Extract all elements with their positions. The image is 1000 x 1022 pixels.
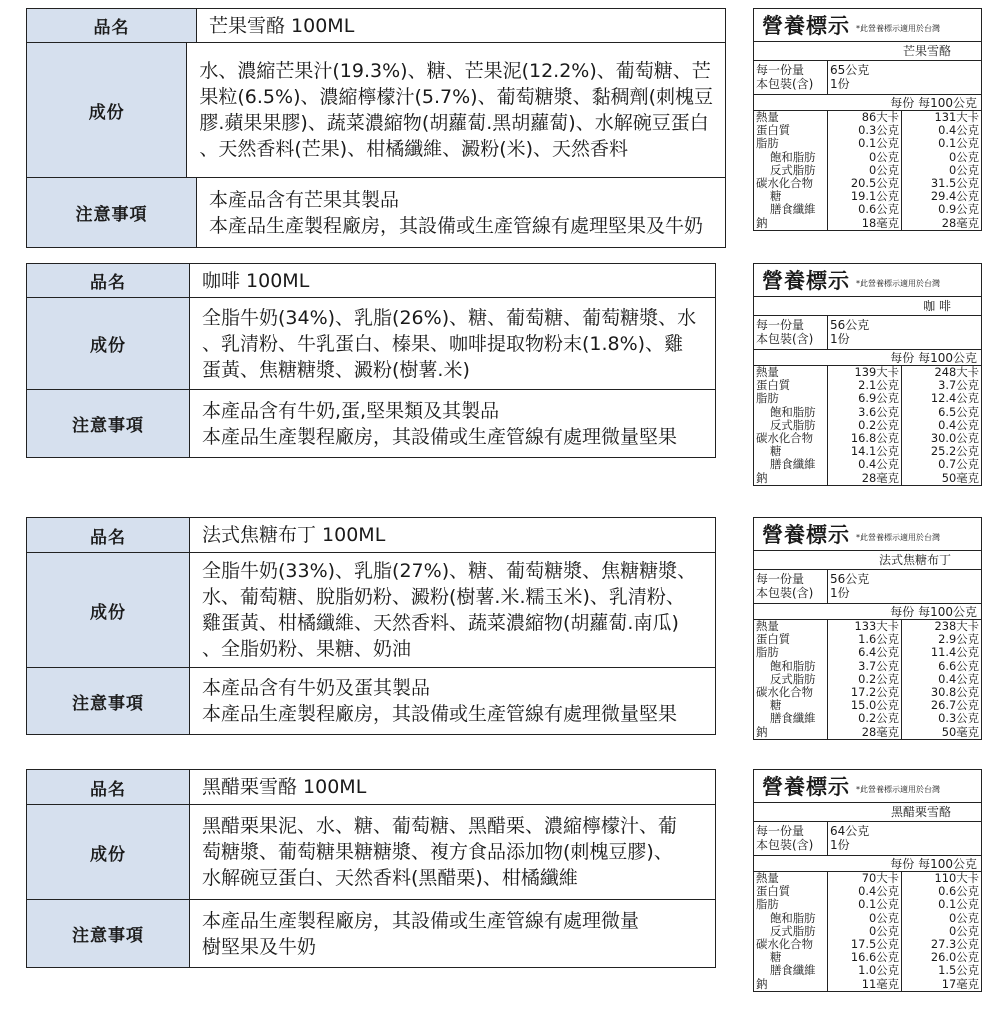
nutrient-name: 糖: [770, 444, 782, 459]
nutrient-per-serving: 70大卡: [861, 871, 899, 885]
servings-value: 1份: [830, 838, 850, 852]
nutrient-name: 飽和脂肪: [770, 658, 816, 673]
nutrition-label: [753, 263, 982, 486]
nutrient-per-serving: 0.6公克: [858, 202, 899, 217]
nutrient-per-100g: 248大卡: [934, 365, 979, 379]
notes-row: [27, 389, 715, 457]
nutrition-column-header: 每份 每100公克: [754, 95, 981, 111]
nutrient-per-100g: 0.4公克: [938, 417, 979, 432]
nutrient-per-100g: 6.5公克: [938, 404, 979, 419]
nutrition-title: 營養標示: [762, 775, 850, 799]
nutrient-per-serving: 133大卡: [854, 619, 899, 633]
nutrition-note: *此營養標示適用於台灣: [856, 278, 940, 288]
nutrient-name: 膳食纖維: [770, 963, 816, 978]
nutrient-per-100g: 0.7公克: [938, 457, 979, 472]
notes-line: 本產品含有芒果其製品: [209, 188, 400, 211]
nutrient-per-100g: 27.3公克: [930, 937, 979, 952]
nutrient-name: 碳水化合物: [756, 431, 813, 446]
nutrient-per-serving: 11毫克: [861, 976, 899, 991]
nutrient-per-100g: 29.4公克: [930, 189, 979, 204]
ingredients-text: [190, 805, 715, 899]
nutrient-per-100g: 3.7公克: [938, 378, 979, 393]
nutrient-per-serving: 0公克: [868, 149, 899, 164]
nutrient-per-serving: 15.0公克: [850, 698, 899, 713]
nutrient-per-100g: 28毫克: [941, 215, 979, 230]
nutrient-per-serving: 0.1公克: [858, 136, 899, 151]
serving-size-label: 每一份量: [756, 318, 805, 332]
nutrient-per-serving: 17.5公克: [850, 937, 899, 952]
product-name: 芒果雪酪 100ML: [209, 14, 355, 37]
serving-labels: [754, 316, 828, 349]
nutrient-per-100g: 0公克: [948, 910, 979, 925]
nutrition-note: *此營養標示適用於台灣: [856, 532, 940, 542]
nutrient-per-serving: 16.8公克: [850, 431, 899, 446]
nutrient-per-serving: 3.7公克: [858, 658, 899, 673]
nutrition-table: [754, 366, 981, 485]
product-name-row: [27, 770, 715, 804]
per-serving-values: [828, 872, 902, 991]
nutrient-per-serving: 28毫克: [861, 724, 899, 739]
nutrition-product-name: 黑醋栗雪酪: [754, 803, 981, 822]
ingredients-line: 膠.蘋果果膠)、蔬菜濃縮物(胡蘿蔔.黑胡蘿蔔)、水解碗豆蛋白: [199, 112, 709, 134]
nutrient-name: 蛋白質: [756, 378, 791, 393]
nutrient-per-serving: 1.6公克: [858, 632, 899, 647]
name-label: 品名: [27, 9, 197, 42]
notes-row: [27, 177, 725, 247]
per-100g-values: [902, 872, 981, 991]
serving-size-value: 56公克: [830, 318, 870, 332]
nutrient-per-serving: 1.0公克: [858, 963, 899, 978]
nutrient-per-100g: 11.4公克: [930, 645, 979, 660]
nutrient-per-100g: 0.4公克: [938, 671, 979, 686]
ingredients-line: 水、濃縮芒果汁(19.3%)、糖、芒果泥(12.2%)、葡萄糖、芒: [199, 60, 711, 82]
ingredients-line: 、全脂奶粉、果糖、奶油: [202, 638, 412, 660]
ingredients-line: 果粒(6.5%)、濃縮檸檬汁(5.7%)、葡萄糖漿、黏稠劑(刺槐豆: [199, 86, 713, 108]
notes-label: 注意事項: [27, 668, 190, 734]
ingredients-line: 全脂牛奶(33%)、乳脂(27%)、糖、葡萄糖漿、焦糖糖漿、: [202, 560, 697, 582]
ingredients-text: [187, 43, 725, 177]
nutrition-table: [754, 872, 981, 991]
nutrition-column-header: 每份 每100公克: [754, 350, 981, 366]
per-serving-values: [828, 366, 902, 485]
product-name-row: [27, 518, 715, 552]
ingredients-row: [27, 552, 715, 667]
nutrient-per-serving: 6.9公克: [858, 391, 899, 406]
nutrient-name: 反式脂肪: [770, 923, 816, 938]
notes-label: 注意事項: [27, 178, 197, 247]
product-name: 咖啡 100ML: [202, 269, 310, 292]
nutrition-table: [754, 620, 981, 739]
package-label: 本包裝(含): [756, 332, 814, 346]
nutrient-name: 飽和脂肪: [770, 149, 816, 164]
nutrition-header: [754, 518, 981, 551]
serving-info: [754, 316, 981, 350]
package-label: 本包裝(含): [756, 838, 814, 852]
nutrient-per-100g: 0.1公克: [938, 897, 979, 912]
nutrient-per-serving: 139大卡: [854, 365, 899, 379]
notes-row: [27, 667, 715, 734]
nutrient-name: 鈉: [756, 976, 768, 991]
serving-size-label: 每一份量: [756, 824, 805, 838]
ingredients-label: 成份: [27, 43, 187, 177]
serving-labels: [754, 570, 828, 603]
nutrition-note: *此營養標示適用於台灣: [856, 23, 940, 33]
nutrition-product-name: 芒果雪酪: [754, 42, 981, 61]
nutrient-per-100g: 30.0公克: [930, 431, 979, 446]
nutrient-name: 碳水化合物: [756, 176, 813, 191]
nutrient-per-serving: 19.1公克: [850, 189, 899, 204]
notes-row: [27, 899, 715, 967]
nutrient-per-serving: 0公克: [868, 923, 899, 938]
nutrient-name: 蛋白質: [756, 632, 791, 647]
serving-values: [828, 316, 869, 349]
package-label: 本包裝(含): [756, 77, 814, 91]
notes-line: 本產品含有牛奶及蛋其製品: [202, 677, 431, 699]
nutrient-per-100g: 0公克: [948, 162, 979, 177]
nutrient-per-serving: 6.4公克: [858, 645, 899, 660]
product-name: 黑醋栗雪酪 100ML: [202, 776, 367, 798]
serving-values: [828, 570, 869, 603]
nutrient-per-100g: 0.4公克: [938, 123, 979, 138]
nutrient-name: 脂肪: [756, 136, 779, 151]
nutrient-name: 反式脂肪: [770, 671, 816, 686]
ingredients-line: 黑醋栗果泥、水、糖、葡萄糖、黑醋栗、濃縮檸檬汁、葡: [202, 815, 678, 837]
nutrient-per-serving: 0.2公克: [858, 711, 899, 726]
nutrient-name: 反式脂肪: [770, 417, 816, 432]
nutrient-per-serving: 0公克: [868, 910, 899, 925]
servings-value: 1份: [830, 77, 850, 91]
serving-info: [754, 822, 981, 856]
nutrient-per-100g: 0公克: [948, 923, 979, 938]
nutrient-per-100g: 131大卡: [934, 110, 979, 124]
nutrition-table: [754, 111, 981, 230]
serving-info: [754, 570, 981, 604]
nutrition-title: 營養標示: [762, 523, 850, 547]
nutrient-per-100g: 50毫克: [941, 724, 979, 739]
ingredients-row: [27, 297, 715, 389]
serving-size-value: 56公克: [830, 572, 870, 586]
per-100g-values: [902, 620, 981, 739]
nutrient-name: 反式脂肪: [770, 162, 816, 177]
nutrient-name: 鈉: [756, 724, 768, 739]
nutrient-name: 膳食纖維: [770, 457, 816, 472]
nutrient-name: 熱量: [756, 110, 779, 124]
nutrient-name: 碳水化合物: [756, 937, 813, 952]
per-100g-values: [902, 111, 981, 230]
nutrient-names: [754, 872, 828, 991]
serving-labels: [754, 61, 828, 94]
nutrient-per-serving: 0.4公克: [858, 457, 899, 472]
nutrient-per-serving: 0.3公克: [858, 123, 899, 138]
nutrient-name: 熱量: [756, 871, 779, 885]
nutrient-per-serving: 20.5公克: [850, 176, 899, 191]
product-name-row: [27, 9, 725, 42]
nutrient-per-100g: 12.4公克: [930, 391, 979, 406]
ingredients-line: 水解碗豆蛋白、天然香料(黑醋栗)、柑橘纖維: [202, 867, 578, 889]
package-label: 本包裝(含): [756, 586, 814, 600]
nutrient-name: 碳水化合物: [756, 685, 813, 700]
notes-text: [190, 900, 715, 967]
nutrition-note: *此營養標示適用於台灣: [856, 784, 940, 794]
name-label: 品名: [27, 264, 190, 297]
nutrient-name: 鈉: [756, 215, 768, 230]
nutrition-title: 營養標示: [762, 269, 850, 293]
ingredients-row: [27, 42, 725, 177]
serving-size-value: 64公克: [830, 824, 870, 838]
notes-text: [190, 390, 715, 457]
ingredients-line: 萄糖漿、葡萄糖果糖糖漿、複方食品添加物(刺槐豆膠)、: [202, 841, 673, 863]
nutrient-per-serving: 28毫克: [861, 470, 899, 485]
ingredients-line: 全脂牛奶(34%)、乳脂(26%)、糖、葡萄糖、葡萄糖漿、水: [202, 306, 697, 329]
nutrition-header: [754, 264, 981, 297]
nutrient-per-100g: 30.8公克: [930, 685, 979, 700]
nutrition-label: [753, 517, 982, 740]
ingredients-text: [190, 298, 715, 389]
serving-size-value: 65公克: [830, 63, 870, 77]
nutrient-name: 飽和脂肪: [770, 910, 816, 925]
nutrient-name: 蛋白質: [756, 884, 791, 899]
nutrient-per-serving: 0.1公克: [858, 897, 899, 912]
name-label: 品名: [27, 770, 190, 804]
nutrient-name: 糖: [770, 950, 782, 965]
serving-labels: [754, 822, 828, 855]
ingredients-text: [190, 553, 715, 667]
nutrition-column-header: 每份 每100公克: [754, 856, 981, 872]
nutrition-label: [753, 8, 982, 231]
nutrient-per-serving: 0公克: [868, 162, 899, 177]
ingredients-row: [27, 804, 715, 899]
notes-line: 本產品生產製程廠房，其設備或生產管線有處理微量: [202, 909, 640, 932]
nutrient-name: 脂肪: [756, 645, 779, 660]
nutrient-per-serving: 2.1公克: [858, 378, 899, 393]
nutrient-per-serving: 0.2公克: [858, 671, 899, 686]
nutrient-per-100g: 0公克: [948, 149, 979, 164]
nutrition-title: 營養標示: [762, 14, 850, 38]
ingredients-line: 、乳清粉、牛乳蛋白、榛果、咖啡提取物粉末(1.8%)、雞: [202, 332, 684, 355]
nutrient-per-100g: 2.9公克: [938, 632, 979, 647]
ingredients-label: 成份: [27, 298, 190, 389]
notes-label: 注意事項: [27, 390, 190, 457]
nutrient-per-100g: 0.1公克: [938, 136, 979, 151]
nutrient-per-serving: 18毫克: [861, 215, 899, 230]
nutrition-label: [753, 769, 982, 992]
ingredients-line: 水、葡萄糖、脫脂奶粉、澱粉(樹薯.米.糯玉米)、乳清粉、: [202, 586, 685, 608]
nutrient-per-serving: 0.2公克: [858, 417, 899, 432]
nutrient-name: 膳食纖維: [770, 711, 816, 726]
serving-values: [828, 822, 869, 855]
notes-line: 本產品生產製程廠房，其設備或生產管線有處理堅果及牛奶: [209, 214, 704, 237]
nutrient-per-100g: 238大卡: [934, 619, 979, 633]
ingredients-label: 成份: [27, 805, 190, 899]
nutrient-per-serving: 17.2公克: [850, 685, 899, 700]
name-label: 品名: [27, 518, 190, 552]
nutrient-per-100g: 17毫克: [941, 976, 979, 991]
ingredients-line: 蛋黃、焦糖糖漿、澱粉(樹薯.米): [202, 358, 470, 381]
nutrient-per-100g: 26.7公克: [930, 698, 979, 713]
notes-line: 本產品生產製程廠房，其設備或生產管線有處理微量堅果: [202, 425, 678, 448]
ingredients-line: 、天然香料(芒果)、柑橘纖維、澱粉(米)、天然香料: [199, 138, 629, 160]
nutrient-per-100g: 0.3公克: [938, 711, 979, 726]
notes-text: [197, 178, 725, 247]
notes-line: 本產品生產製程廠房，其設備或生產管線有處理微量堅果: [202, 703, 678, 725]
notes-line: 本產品含有牛奶,蛋,堅果類及其製品: [202, 399, 500, 422]
nutrition-header: [754, 770, 981, 803]
nutrient-name: 脂肪: [756, 897, 779, 912]
product-info-table: [26, 263, 716, 458]
nutrient-per-serving: 0.4公克: [858, 884, 899, 899]
nutrient-name: 糖: [770, 698, 782, 713]
nutrient-name: 熱量: [756, 619, 779, 633]
serving-size-label: 每一份量: [756, 572, 805, 586]
ingredients-line: 雞蛋黃、柑橘纖維、天然香料、蔬菜濃縮物(胡蘿蔔.南瓜): [202, 612, 679, 634]
nutrient-per-100g: 110大卡: [934, 871, 979, 885]
nutrient-name: 蛋白質: [756, 123, 791, 138]
ingredients-label: 成份: [27, 553, 190, 667]
nutrient-per-100g: 0.9公克: [938, 202, 979, 217]
nutrition-product-name: 咖 啡: [754, 297, 981, 316]
servings-value: 1份: [830, 586, 850, 600]
nutrition-column-header: 每份 每100公克: [754, 604, 981, 620]
nutrient-per-serving: 16.6公克: [850, 950, 899, 965]
nutrient-per-100g: 0.6公克: [938, 884, 979, 899]
notes-label: 注意事項: [27, 900, 190, 967]
nutrient-names: [754, 366, 828, 485]
nutrient-per-100g: 6.6公克: [938, 658, 979, 673]
nutrient-name: 糖: [770, 189, 782, 204]
nutrient-per-100g: 26.0公克: [930, 950, 979, 965]
nutrient-name: 鈉: [756, 470, 768, 485]
per-serving-values: [828, 111, 902, 230]
nutrient-per-serving: 14.1公克: [850, 444, 899, 459]
per-100g-values: [902, 366, 981, 485]
nutrient-per-100g: 1.5公克: [938, 963, 979, 978]
serving-info: [754, 61, 981, 95]
product-name: 法式焦糖布丁 100ML: [202, 524, 386, 546]
notes-line: 樹堅果及牛奶: [202, 935, 317, 958]
nutrient-names: [754, 620, 828, 739]
product-info-table: [26, 769, 716, 968]
nutrient-per-100g: 50毫克: [941, 470, 979, 485]
nutrient-name: 脂肪: [756, 391, 779, 406]
nutrient-per-100g: 25.2公克: [930, 444, 979, 459]
nutrient-per-serving: 3.6公克: [858, 404, 899, 419]
nutrient-name: 飽和脂肪: [770, 404, 816, 419]
nutrition-product-name: 法式焦糖布丁: [754, 551, 981, 570]
nutrient-per-100g: 31.5公克: [930, 176, 979, 191]
servings-value: 1份: [830, 332, 850, 346]
nutrient-name: 膳食纖維: [770, 202, 816, 217]
product-info-table: [26, 8, 726, 248]
product-name-row: [27, 264, 715, 297]
nutrient-per-serving: 86大卡: [861, 110, 899, 124]
per-serving-values: [828, 620, 902, 739]
nutrition-header: [754, 9, 981, 42]
product-info-table: [26, 517, 716, 735]
serving-size-label: 每一份量: [756, 63, 805, 77]
nutrient-name: 熱量: [756, 365, 779, 379]
serving-values: [828, 61, 869, 94]
nutrient-names: [754, 111, 828, 230]
notes-text: [190, 668, 715, 734]
